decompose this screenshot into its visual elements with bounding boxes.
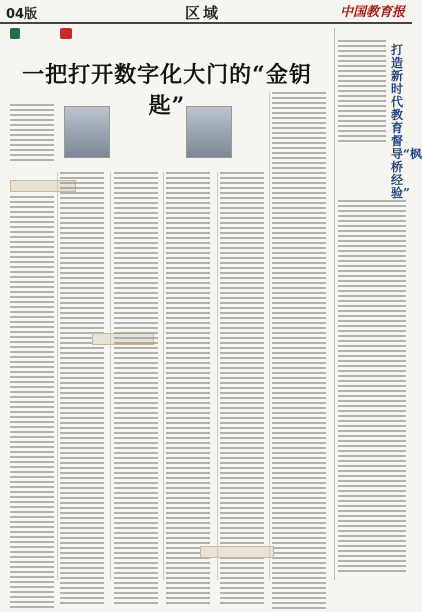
column-rule bbox=[217, 172, 218, 580]
column-6-text bbox=[272, 92, 326, 612]
column-rule bbox=[269, 92, 270, 580]
page-number: 04版 bbox=[6, 7, 38, 22]
column-tag bbox=[10, 28, 20, 39]
sidebar-intro-text bbox=[338, 40, 386, 145]
portrait-photo-left bbox=[64, 106, 110, 158]
sidebar-title: 打造新时代教育督导“枫桥经验” bbox=[391, 43, 422, 200]
column-rule bbox=[110, 172, 111, 580]
column-2-text bbox=[60, 172, 104, 607]
section-title: 区域 bbox=[184, 4, 221, 22]
column-1-text bbox=[10, 196, 54, 611]
kicker bbox=[60, 28, 72, 39]
intro-text bbox=[10, 104, 54, 164]
column-rule bbox=[163, 172, 164, 580]
headline: 一把打开数字化大门的“金钥匙” bbox=[22, 62, 312, 119]
column-5-text bbox=[220, 172, 264, 607]
subhead-3 bbox=[200, 546, 274, 558]
column-rule bbox=[57, 172, 58, 580]
sidebar-body-text bbox=[338, 200, 406, 575]
column-4-text bbox=[166, 172, 210, 607]
newspaper-logo: 中国教育报 bbox=[340, 5, 406, 20]
column-3-text bbox=[114, 172, 158, 607]
portrait-photo-right bbox=[186, 106, 232, 158]
